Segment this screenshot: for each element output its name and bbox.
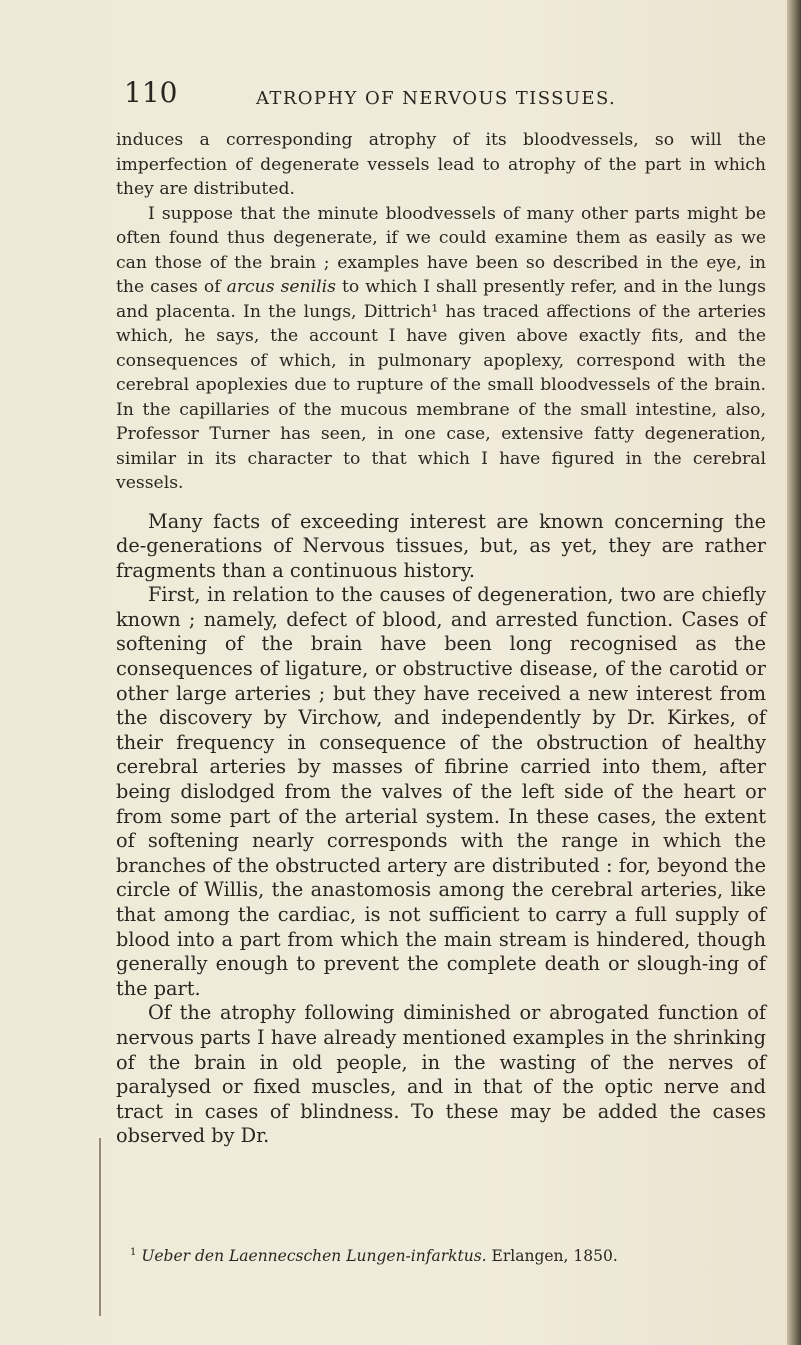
margin-mark xyxy=(99,1138,101,1316)
paragraph: I suppose that the minute bloodvessels of many other parts might be often found thus degenerate, if we could examine them as easily as we can those of the brain ; examples have been so described in the eye, in the cases of arcus senilis to which I shall presently refer, and in the lungs and placenta. In the lungs, Dittrich¹ has traced affections of the arteries which, he says, the account I have given above exactly fits, and the consequences of which, in pulmonary apoplexy, correspond with the cerebral apoplexies due to rupture of the small bloodvessels of the brain. In the capillaries of the mucous membrane of the small intestine, also, Professor Turner has seen, in one case, extensive fatty degeneration, similar in its character to that which I have figured in the cerebral vessels. xyxy=(116,203,766,493)
section-continuation xyxy=(116,128,766,496)
paragraph: induces a corresponding atrophy of its bloodvessels, so will the imperfection of degenerate vessels lead to atrophy of the part in which they are distributed. xyxy=(116,130,766,199)
footnote-citation: Erlangen, 1850. xyxy=(486,1247,618,1266)
section-main xyxy=(116,510,766,1149)
running-head: ATROPHY OF NERVOUS TISSUES. xyxy=(256,88,617,109)
paragraph: First, in relation to the causes of degeneration, two are chiefly known ; namely, defect of blood, and arrested function. Cases of softening of the brain have been long recognised as the consequences of ligature, or obstructive disease, of the carotid or other large arteries ; but they have received a new interest from the discovery by Virchow, and independently by Dr. Kirkes, of their frequency in consequence of the obstruction of healthy cerebral arteries by masses of fibrine carried into them, after being dislodged from the valves of the left side of the heart or from some part of the arterial system. In these cases, the extent of softening nearly corresponds with the range in which the branches of the obstructed artery are distributed : for, beyond the circle of Willis, the anastomosis among the cerebral arteries, like that among the cardiac, is not sufficient to carry a full supply of blood into a part from which the main stream is hindered, though generally enough to prevent the complete death or slough-ing of the part. xyxy=(116,583,766,1000)
paragraph: Many facts of exceeding interest are known concerning the de-generations of Nervous tissues, but, as yet, they are rather fragments than a continuous history. xyxy=(116,509,766,582)
footnote xyxy=(130,1247,770,1265)
body-text xyxy=(116,128,766,1149)
paragraph: Of the atrophy following diminished or abrogated function of nervous parts I have already mentioned examples in the shrinking of the brain in old people, in the wasting of the nerves of paralysed or fixed muscles, and in that of the optic nerve and tract in cases of blindness. To these may be added the cases observed by Dr. xyxy=(116,1001,766,1148)
page-number: 110 xyxy=(124,76,178,109)
page-edge xyxy=(787,0,801,1345)
page-header xyxy=(124,76,764,110)
footnote-marker: 1 xyxy=(130,1247,137,1258)
italic-term: arcus senilis xyxy=(226,277,336,297)
footnote-title: Ueber den Laennecschen Lungen-infarktus. xyxy=(141,1247,487,1266)
